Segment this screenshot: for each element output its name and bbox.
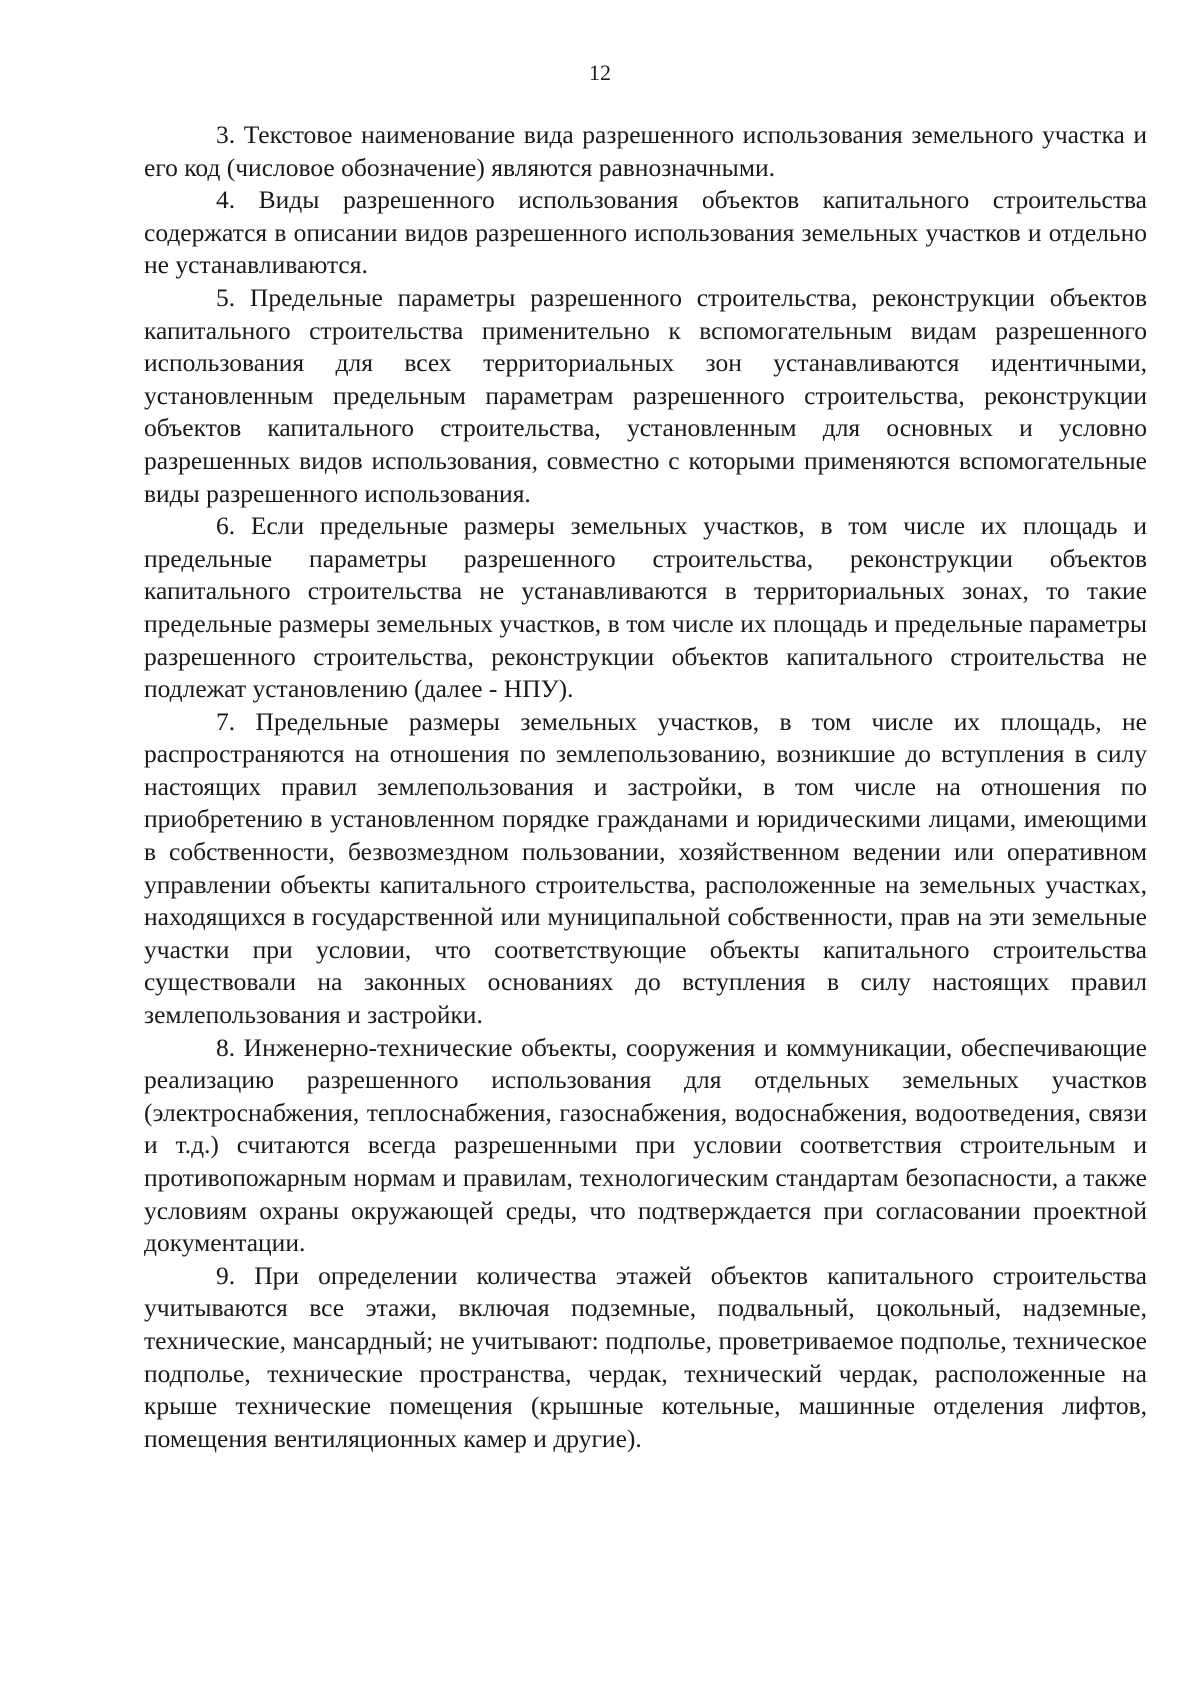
- paragraph-5: 5. Предельные параметры разрешенного строительства, реконструкции объектов капитального строительства применительно к вспомогательным видам разрешенного использования для всех территориальных зон устанавливаются идентичными, установленным предельным параметрам разрешенного строительства, реконструкции объектов капитального строительства, установленным для основных и условно разрешенных видов использования, совместно с которыми применяются вспомогательные виды разрешенного использования.: [144, 282, 1147, 508]
- paragraph-9: 9. При определении количества этажей объектов капитального строительства учитываются все этажи, включая подземные, подвальный, цокольный, надземные, технические, мансардный; не учитывают: подполье, проветриваемое подполье, техническое подполье, технические пространства, чердак, технический чердак, расположенные на крыше технические помещения (крышные котельные, машинные отделения лифтов, помещения вентиляционных камер и другие).: [144, 1260, 1147, 1453]
- paragraph-4: 4. Виды разрешенного использования объектов капитального строительства содержатся в описании видов разрешенного использования земельных участков и отдельно не устанавливаются.: [144, 185, 1147, 280]
- paragraph-8: 8. Инженерно-технические объекты, сооружения и коммуникации, обеспечивающие реализацию разрешенного использования для отдельных земельных участков (электроснабжения, теплоснабжения, газоснабжения, водоснабжения, водоотведения, связи и т.д.) считаются всегда разрешенными при условии соответствия строительным и противопожарным нормам и правилам, технологическим стандартам безопасности, а также условиям охраны окружающей среды, что подтверждается при согласовании проектной документации.: [144, 1032, 1147, 1258]
- paragraph-3: 3. Текстовое наименование вида разрешенного использования земельного участка и его код (числовое обозначение) являются равнозначными.: [144, 120, 1147, 182]
- document-body: [144, 119, 1147, 1455]
- paragraph-6: 6. Если предельные размеры земельных участков, в том числе их площадь и предельные параметры разрешенного строительства, реконструкции объектов капитального строительства не устанавливаются в территориальных зонах, то такие предельные размеры земельных участков, в том числе их площадь и предельные параметры разрешенного строительства, реконструкции объектов капитального строительства не подлежат установлению (далее - НПУ).: [144, 511, 1147, 704]
- paragraph-7: 7. Предельные размеры земельных участков, в том числе их площадь, не распространяются на отношения по землепользованию, возникшие до вступления в силу настоящих правил землепользования и застройки, в том числе на отношения по приобретению в установленном порядке гражданами и юридическими лицами, имеющими в собственности, безвозмездном пользовании, хозяйственном ведении или оперативном управлении объекты капитального строительства, расположенные на земельных участках, находящихся в государственной или муниципальной собственности, прав на эти земельные участки при условии, что соответствующие объекты капитального строительства существовали на законных основаниях до вступления в силу настоящих правил землепользования и застройки.: [144, 706, 1147, 1030]
- page-number: 12: [589, 60, 611, 85]
